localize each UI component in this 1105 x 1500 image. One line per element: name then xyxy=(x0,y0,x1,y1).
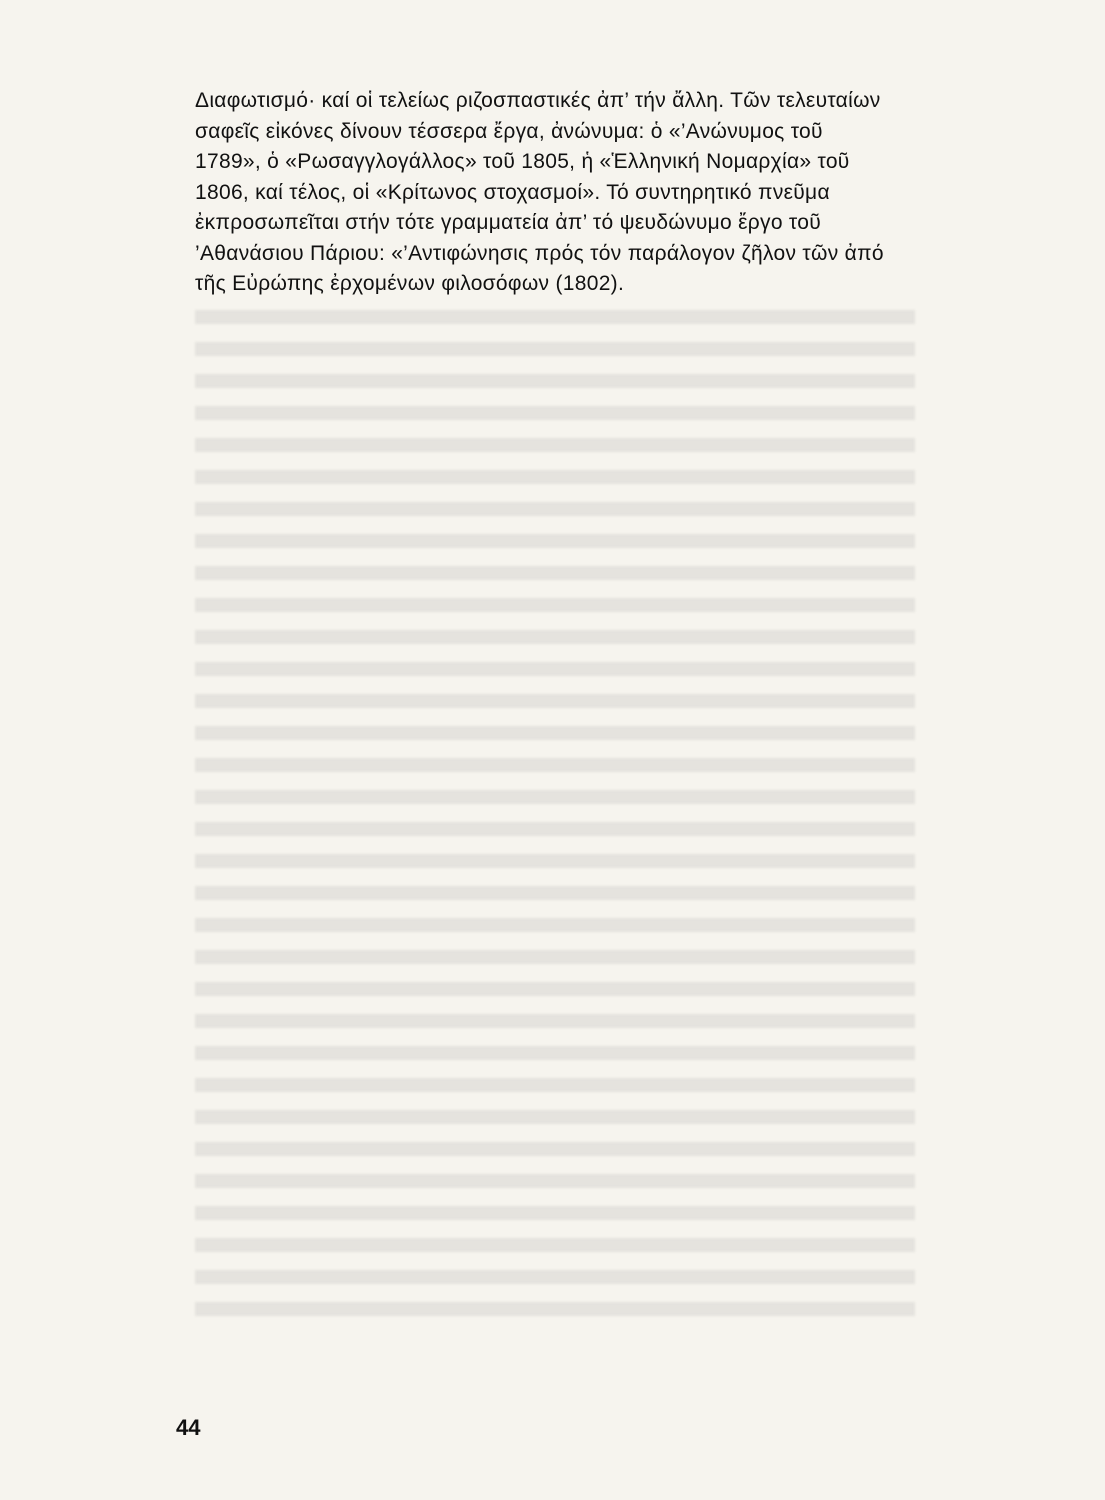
page-number: 44 xyxy=(176,1415,201,1440)
text-line: ἐκπροσωπεῖται στήν τότε γραμματεία ἀπ’ τό ψευδώνυμο ἔργο τοῦ xyxy=(195,211,821,234)
text-line: 1789», ὁ «Ρωσαγγλογάλλος» τοῦ 1805, ἡ «Ἑλληνική Νομαρχία» τοῦ xyxy=(195,150,850,173)
text-line: 1806, καί τέλος, οἱ «Κρίτωνος στοχασμοί». Τό συντηρητικό πνεῦμα xyxy=(195,180,830,204)
text-line: τῆς Εὐρώπης ἐρχομένων φιλοσόφων (1802). xyxy=(195,272,625,295)
text-line: Διαφωτισμό· καί οἱ τελείως ριζοσπαστικές ἀπ’ τήν ἄλλη. Τῶν τελευταίων xyxy=(195,89,881,112)
body-paragraph xyxy=(195,86,915,300)
text-line: ’Αθανάσιου Πάριου: «’Αντιφώνησις πρός τόν παράλογον ζῆλον τῶν ἀπό xyxy=(195,241,884,265)
bleed-through-texture xyxy=(195,298,915,1318)
text-line: σαφεῖς εἰκόνες δίνουν τέσσερα ἔργα, ἀνώνυμα: ὁ «’Ανώνυμος τοῦ xyxy=(195,119,823,143)
